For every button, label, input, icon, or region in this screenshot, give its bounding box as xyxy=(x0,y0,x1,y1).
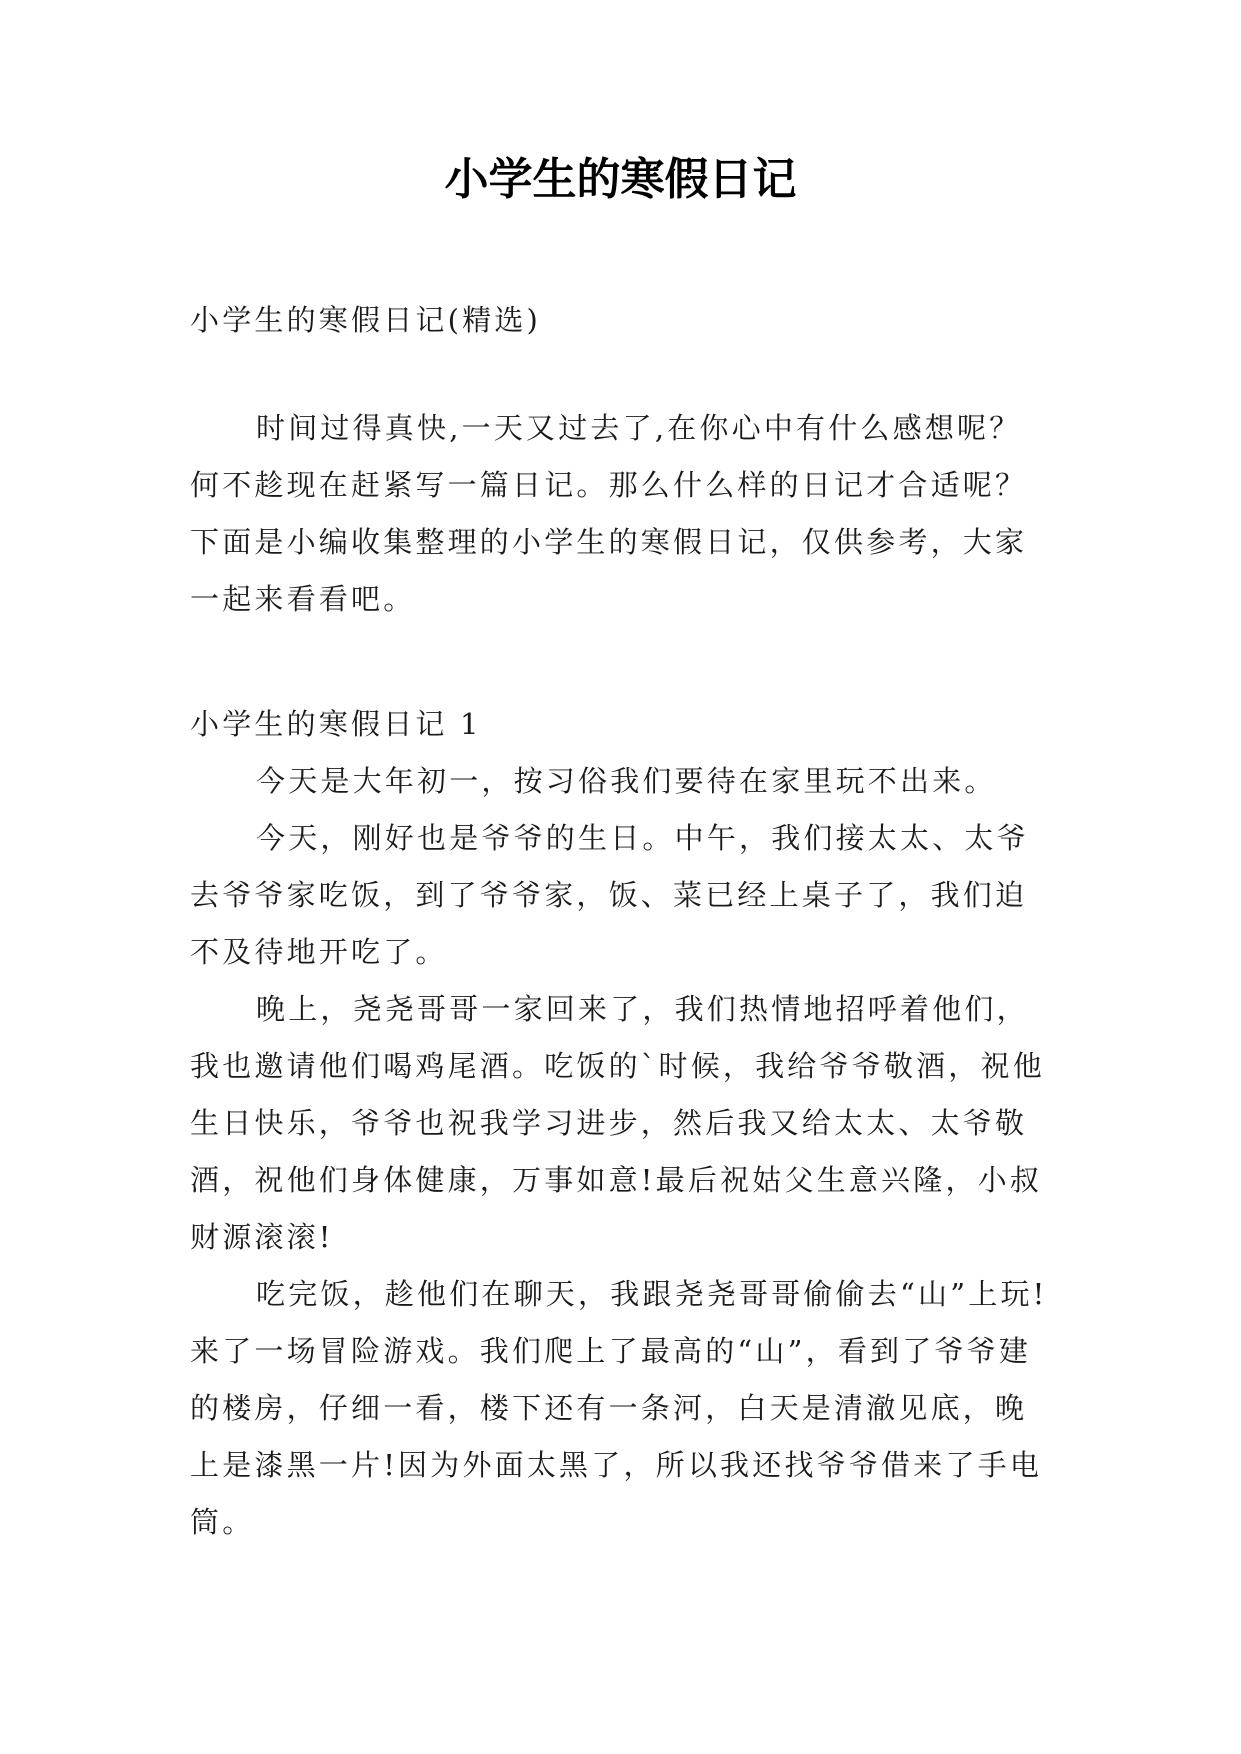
paragraph: 吃完饭，趁他们在聊天，我跟尧尧哥哥偷偷去“山”上玩!来了一场冒险游戏。我们爬上了最高的“山”，看到了爷爷建的楼房，仔细一看，楼下还有一条河，白天是清澈见底，晚上是漆黑一片!因为外面太黑了，所以我还找爷爷借来了手电筒。 xyxy=(190,1277,1048,1539)
paragraph: 晚上，尧尧哥哥一家回来了，我们热情地招呼着他们，我也邀请他们喝鸡尾酒。吃饭的`时候，我给爷爷敬酒，祝他生日快乐，爷爷也祝我学习进步，然后我又给太太、太爷敬酒，祝他们身体健康，万事如意!最后祝姑父生意兴隆，小叔财源滚滚! xyxy=(190,992,1045,1254)
intro-paragraph: 时间过得真快,一天又过去了,在你心中有什么感想呢？何不趁现在赶紧写一篇日记。那么什么样的日记才合适呢？下面是小编收集整理的小学生的寒假日记，仅供参考，大家一起来看看吧。 xyxy=(190,411,1028,616)
section-body xyxy=(190,753,1050,1551)
document-title: 小学生的寒假日记 xyxy=(444,154,797,205)
section-heading: 小学生的寒假日记 1 xyxy=(190,707,482,741)
paragraph: 今天，刚好也是爷爷的生日。中午，我们接太太、太爷去爷爷家吃饭，到了爷爷家，饭、菜已经上桌子了，我们迫不及待地开吃了。 xyxy=(190,821,1029,969)
paragraph: 今天是大年初一，按习俗我们要待在家里玩不出来。 xyxy=(256,764,997,798)
document-subtitle: 小学生的寒假日记(精选) xyxy=(190,303,542,337)
